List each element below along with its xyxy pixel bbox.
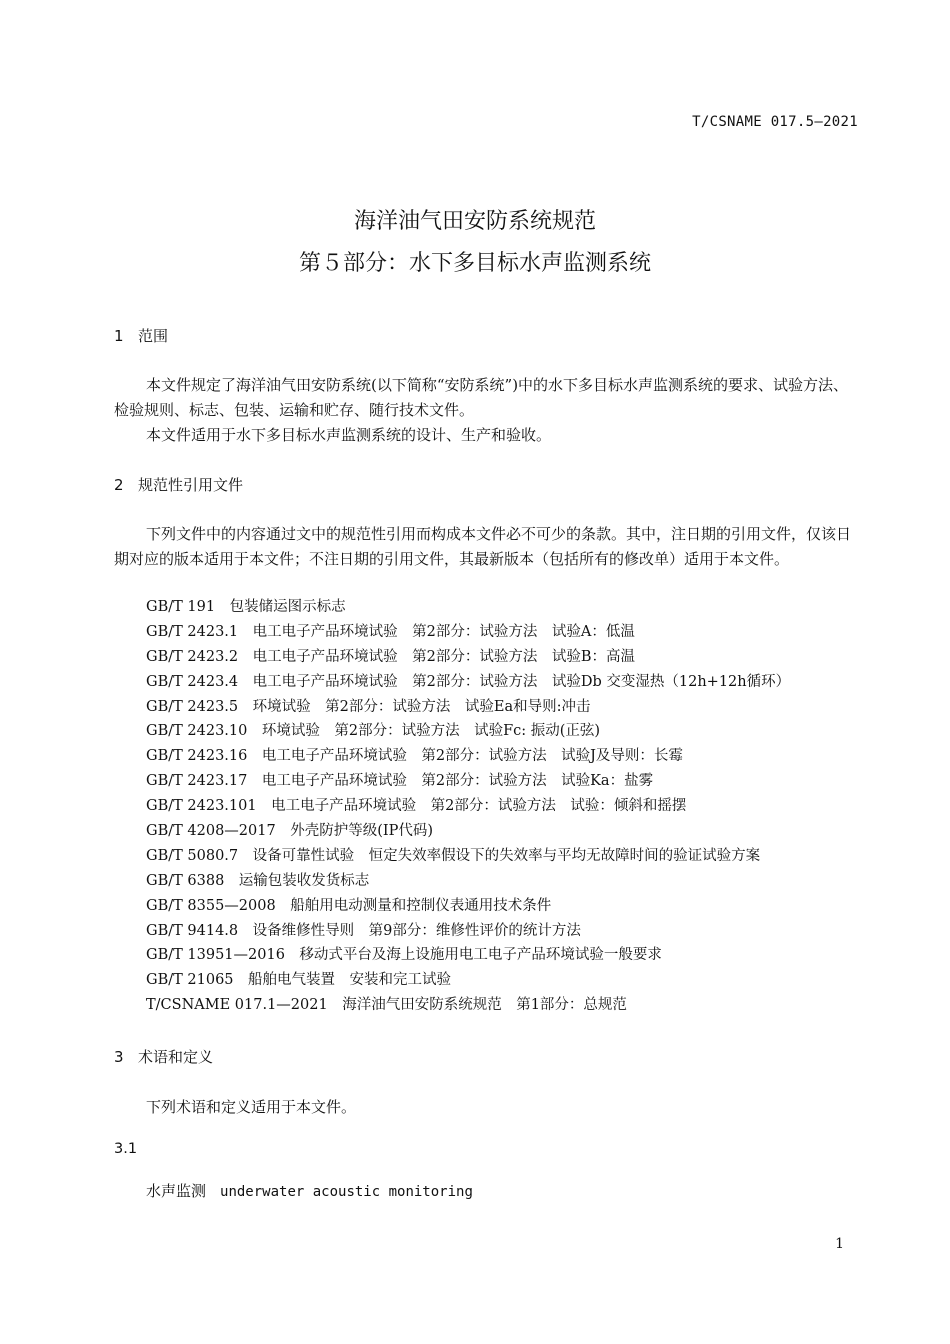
paragraph [114, 1095, 862, 1120]
term-english: underwater acoustic monitoring [220, 1184, 473, 1200]
reference-item: GB/T 2423.4 电工电子产品环境试验 第2部分：试验方法 试验Db 交变湿热（12h+12h循环） [146, 673, 791, 690]
section-heading-terms-definitions [114, 1046, 213, 1067]
term-entry [146, 1180, 473, 1201]
reference-item: GB/T 2423.2 电工电子产品环境试验 第2部分：试验方法 试验B：高温 [146, 648, 636, 665]
reference-item: GB/T 2423.10 环境试验 第2部分：试验方法 试验Fc: 振动(正弦) [146, 723, 601, 740]
section-number: 2 [114, 476, 124, 494]
term-number: 3.1 [114, 1141, 138, 1157]
paragraph [114, 373, 862, 423]
reference-item: GB/T 191 包装储运图示标志 [146, 599, 346, 615]
reference-item: GB/T 4208—2017 外壳防护等级(IP代码) [146, 823, 434, 840]
reference-item: GB/T 2423.101 电工电子产品环境试验 第2部分：试验方法 试验：倾斜和摇摆 [146, 798, 687, 815]
section-title: 术语和定义 [138, 1048, 214, 1066]
reference-item: T/CSNAME 017.1—2021 海洋油气田安防系统规范 第1部分：总规范 [146, 997, 627, 1014]
reference-item: GB/T 9414.8 设备维修性导则 第9部分：维修性评价的统计方法 [146, 922, 581, 939]
section-title: 规范性引用文件 [138, 476, 244, 494]
document-title: 海洋油气田安防系统规范 [353, 209, 596, 234]
document-subtitle: 第５部分：水下多目标水声监测系统 [298, 251, 651, 276]
reference-item: GB/T 2423.17 电工电子产品环境试验 第2部分：试验方法 试验Ka：盐雾 [146, 773, 654, 790]
paragraph-text: 下列文件中的内容通过文中的规范性引用而构成本文件必不可少的条款。其中，注日期的引用文件，仅该日期对应的版本适用于本文件；不注日期的引用文件，其最新版本（包括所有的修改单）适用于本文件。 [114, 525, 852, 568]
section-number: 1 [114, 327, 124, 345]
reference-item: GB/T 5080.7 设备可靠性试验 恒定失效率假设下的失效率与平均无故障时间的验证试验方案 [146, 847, 761, 864]
paragraph-text: 下列术语和定义适用于本文件。 [146, 1098, 357, 1116]
section-title: 范围 [138, 327, 169, 345]
reference-item: GB/T 8355—2008 船舶用电动测量和控制仪表通用技术条件 [146, 897, 552, 914]
reference-item: GB/T 2423.5 环境试验 第2部分：试验方法 试验Ea和导则:冲击 [146, 698, 591, 715]
reference-item: GB/T 21065 船舶电气装置 安装和完工试验 [146, 972, 452, 989]
paragraph-text: 本文件适用于水下多目标水声监测系统的设计、生产和验收。 [146, 426, 552, 444]
page-number: 1 [835, 1236, 844, 1252]
section-heading-scope [114, 325, 168, 346]
reference-item: GB/T 6388 运输包装收发货标志 [146, 872, 370, 889]
standard-code: T/CSNAME 017.5—2021 [692, 114, 858, 130]
term-chinese: 水声监测 [146, 1182, 207, 1200]
section-number: 3 [114, 1048, 124, 1066]
reference-item: GB/T 13951—2016 移动式平台及海上设施用电工电子产品环境试验一般要求 [146, 947, 662, 964]
paragraph [114, 522, 862, 572]
reference-item: GB/T 2423.16 电工电子产品环境试验 第2部分：试验方法 试验J及导则：长霉 [146, 748, 683, 765]
reference-list [146, 595, 790, 1018]
reference-item: GB/T 2423.1 电工电子产品环境试验 第2部分：试验方法 试验A：低温 [146, 623, 635, 640]
section-heading-normative-references [114, 474, 243, 495]
paragraph-text: 本文件规定了海洋油气田安防系统(以下简称“安防系统”)中的水下多目标水声监测系统的要求、试验方法、检验规则、标志、包装、运输和贮存、随行技术文件。 [114, 376, 849, 419]
paragraph [114, 423, 862, 448]
